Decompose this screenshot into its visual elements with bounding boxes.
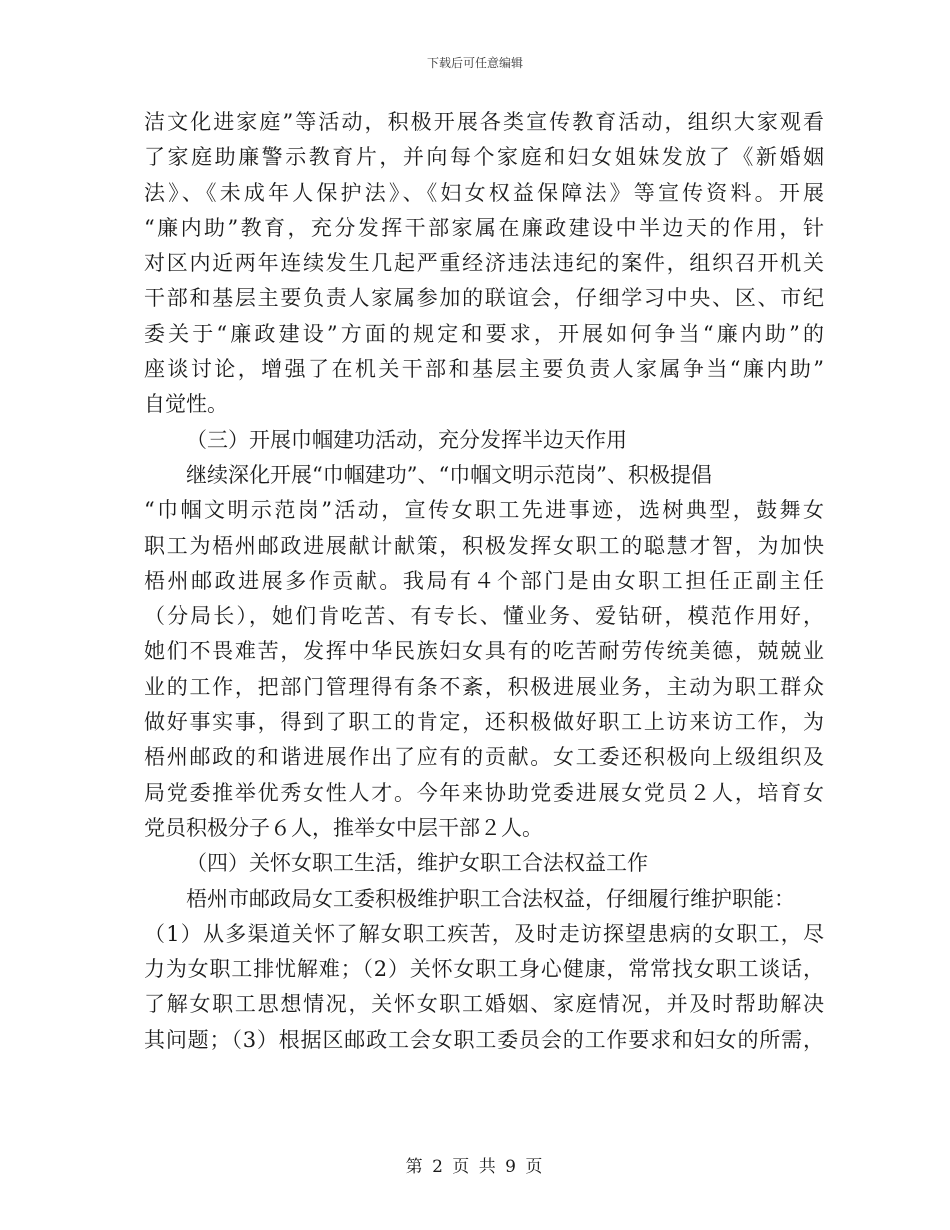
text-line: 局党委推举优秀女性人才。今年来协助党委进展女党员２人，培育女	[144, 780, 824, 805]
text-line: 做好事实事，得到了职工的肯定，还积极做好职工上访来访工作，为	[144, 710, 824, 735]
text-line: 继续深化开展“巾帼建功”、“巾帼文明示范岗”、积极提倡	[186, 462, 712, 487]
text-line: 力为女职工排忧解难；（2）关怀女职工身心健康，常常找女职工谈话，	[144, 957, 824, 982]
text-line: 自觉性。	[144, 392, 228, 417]
text-line: 其问题；（3）根据区邮政工会女职工委员会的工作要求和妇女的所需，	[144, 1027, 824, 1052]
page-header: 下载后可任意编辑	[426, 56, 523, 70]
text-line: 了家庭助廉警示教育片，并向每个家庭和妇女姐妹发放了《新婚姻	[144, 145, 824, 170]
section-heading: （四）关怀女职工生活，维护女职工合法权益工作	[186, 851, 648, 876]
text-line: 干部和基层主要负责人家属参加的联谊会，仔细学习中央、区、市纪	[144, 286, 824, 311]
text-line: 业的工作，把部门管理得有条不紊，积极进展业务，主动为职工群众	[144, 674, 824, 699]
page-footer: 第 2 页 共 9 页	[405, 1157, 545, 1177]
text-line: 职工为梧州邮政进展献计献策，积极发挥女职工的聪慧才智，为加快	[144, 533, 824, 558]
text-line: 座谈讨论，增强了在机关干部和基层主要负责人家属争当“廉内助”	[144, 357, 824, 382]
text-line: 了解女职工思想情况，关怀女职工婚姻、家庭情况，并及时帮助解决	[144, 992, 824, 1017]
text-line: 她们不畏难苦，发挥中华民族妇女具有的吃苦耐劳传统美德，兢兢业	[144, 639, 824, 664]
text-line: “巾帼文明示范岗”活动，宣传女职工先进事迹，选树典型，鼓舞女	[144, 498, 824, 523]
text-line: 对区内近两年连续发生几起严重经济违法违纪的案件，组织召开机关	[144, 251, 824, 276]
document-body	[144, 105, 824, 1058]
text-line: 洁文化进家庭”等活动，积极开展各类宣传教育活动，组织大家观看	[144, 110, 824, 134]
text-line: （1）从多渠道关怀了解女职工疾苦，及时走访探望患病的女职工，尽	[144, 921, 824, 946]
section-heading: （三）开展巾帼建功活动，充分发挥半边天作用	[186, 427, 627, 452]
text-line: 法》、《未成年人保护法》、《妇女权益保障法》等宣传资料。开展	[144, 180, 824, 205]
text-line: （分局长），她们肯吃苦、有专长、懂业务、爱钻研，模范作用好，	[144, 604, 824, 629]
text-line: 梧州市邮政局女工委积极维护职工合法权益，仔细履行维护职能：	[186, 886, 795, 911]
text-line: “廉内助”教育，充分发挥干部家属在廉政建设中半边天的作用，针	[144, 215, 824, 240]
text-line: 梧州邮政的和谐进展作出了应有的贡献。女工委还积极向上级组织及	[144, 745, 824, 770]
text-line: 梧州邮政进展多作贡献。我局有４个部门是由女职工担任正副主任	[144, 568, 824, 593]
text-line: 党员积极分子６人，推举女中层干部２人。	[144, 815, 543, 840]
text-line: 委关于“廉政建设”方面的规定和要求，开展如何争当“廉内助”的	[144, 321, 824, 346]
